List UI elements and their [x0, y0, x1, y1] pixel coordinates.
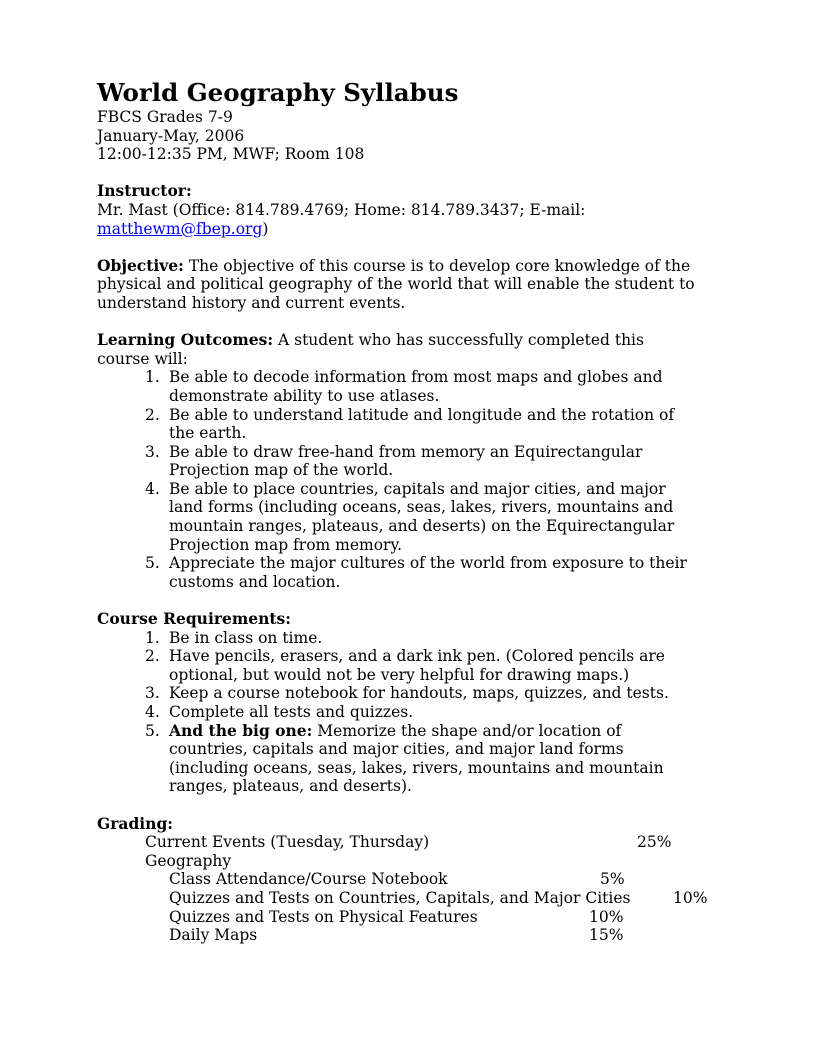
instructor-email-close: ) [262, 219, 269, 238]
requirement-text: Have pencils, erasers, and a dark ink pen. (Colored pencils are [169, 647, 665, 666]
outcome-text: Appreciate the major cultures of the world from exposure to their [169, 554, 687, 573]
grading-table [97, 833, 737, 945]
requirement-number: 3. [145, 684, 160, 703]
outcome-item [97, 368, 737, 405]
requirement-number: 5. [145, 721, 160, 740]
requirement-text-rest: Memorize the shape and/or location of [312, 721, 622, 740]
requirement-number: 4. [145, 703, 160, 721]
grading-label: Quizzes and Tests on Countries, Capitals, and Major Cities [169, 888, 631, 907]
outcome-text: land forms (including oceans, seas, lakes, rivers, mountains and [169, 498, 674, 517]
grading-label: Current Events (Tuesday, Thursday) [145, 833, 430, 852]
requirement-item [97, 684, 737, 703]
requirement-text: countries, capitals and major cities, and major land forms [169, 740, 624, 759]
syllabus-page [97, 78, 737, 945]
outcome-number: 3. [145, 442, 160, 461]
grading-percent: 15% [589, 926, 624, 945]
requirement-text: ranges, plateaus, and deserts). [169, 777, 412, 796]
outcome-number: 1. [145, 368, 160, 387]
requirement-text: Be in class on time. [169, 628, 323, 647]
outcome-text: Be able to understand latitude and longitude and the rotation of [169, 405, 675, 424]
grading-percent: 5% [600, 870, 625, 889]
outcome-text: Be able to draw free-hand from memory an Equirectangular [169, 442, 643, 461]
instructor-heading: Instructor: [97, 181, 192, 201]
instructor-email-line [97, 220, 737, 239]
grading-label: Quizzes and Tests on Physical Features [169, 907, 478, 926]
objective-text: The objective of this course is to develop core knowledge of the [183, 256, 691, 275]
grading-label: Geography [145, 851, 232, 870]
outcome-item [97, 406, 737, 443]
requirement-text: optional, but would not be very helpful for drawing maps.) [169, 665, 630, 684]
course-schedule: 12:00-12:35 PM, MWF; Room 108 [97, 145, 365, 164]
outcome-text: Projection map of the world. [169, 461, 394, 480]
outcomes-intro-text: course will: [97, 349, 188, 368]
outcome-text: Be able to decode information from most maps and globes and [169, 368, 663, 387]
requirement-item [97, 722, 737, 796]
outcome-text: the earth. [169, 424, 247, 443]
outcome-number: 5. [145, 554, 160, 573]
requirement-text [169, 722, 737, 741]
objective-text: physical and political geography of the world that will enable the student to [97, 275, 695, 294]
instructor-contact-text: Mr. Mast (Office: 814.789.4769; Home: 814.789.3437; E-mail: [97, 200, 586, 219]
requirement-text: Keep a course notebook for handouts, maps, quizzes, and tests. [169, 684, 669, 703]
outcome-text: demonstrate ability to use atlases. [169, 386, 440, 405]
grading-heading: Grading: [97, 813, 174, 833]
grading-percent: 10% [673, 888, 708, 907]
requirement-item [97, 703, 737, 722]
requirements-heading: Course Requirements: [97, 609, 291, 629]
grading-row [97, 852, 737, 871]
course-grades: FBCS Grades 7-9 [97, 108, 233, 126]
grading-percent: 25% [637, 833, 672, 852]
objective-text: understand history and current events. [97, 293, 406, 312]
outcome-text: Be able to place countries, capitals and major cities, and major [169, 479, 666, 498]
grading-row [97, 908, 737, 927]
course-dates: January-May, 2006 [97, 126, 245, 145]
requirements-list [97, 629, 737, 796]
requirement-text: Complete all tests and quizzes. [169, 703, 414, 721]
requirement-number: 2. [145, 647, 160, 666]
grading-row [97, 926, 737, 945]
outcome-number: 4. [145, 479, 160, 498]
outcomes-intro-text: A student who has successfully completed this [273, 331, 644, 350]
requirement-number: 1. [145, 628, 160, 647]
grading-percent: 10% [589, 907, 624, 926]
objective-paragraph [97, 257, 737, 276]
grading-label: Daily Maps [169, 926, 258, 945]
grading-row [97, 889, 737, 908]
page-title: World Geography Syllabus [97, 78, 459, 107]
outcomes-list [97, 368, 737, 591]
requirement-item [97, 647, 737, 684]
requirement-text: (including oceans, seas, lakes, rivers, mountains and mountain [169, 758, 664, 777]
outcome-item [97, 554, 737, 591]
requirement-emphasis: And the big one: [169, 720, 313, 740]
outcomes-heading: Learning Outcomes: [97, 330, 274, 350]
instructor-email-link[interactable]: matthewm@fbep.org [97, 219, 263, 238]
objective-heading: Objective: [97, 255, 184, 275]
grading-label: Class Attendance/Course Notebook [169, 870, 448, 889]
grading-row [97, 833, 737, 852]
outcomes-intro [97, 331, 737, 350]
outcome-text: customs and location. [169, 572, 341, 591]
outcome-text: Projection map from memory. [169, 535, 403, 554]
grading-row [97, 870, 737, 889]
outcome-text: mountain ranges, plateaus, and deserts) on the Equirectangular [169, 517, 675, 536]
outcome-number: 2. [145, 405, 160, 424]
requirement-item [97, 629, 737, 648]
instructor-contact [97, 201, 737, 220]
outcome-item [97, 480, 737, 554]
outcome-item [97, 443, 737, 480]
